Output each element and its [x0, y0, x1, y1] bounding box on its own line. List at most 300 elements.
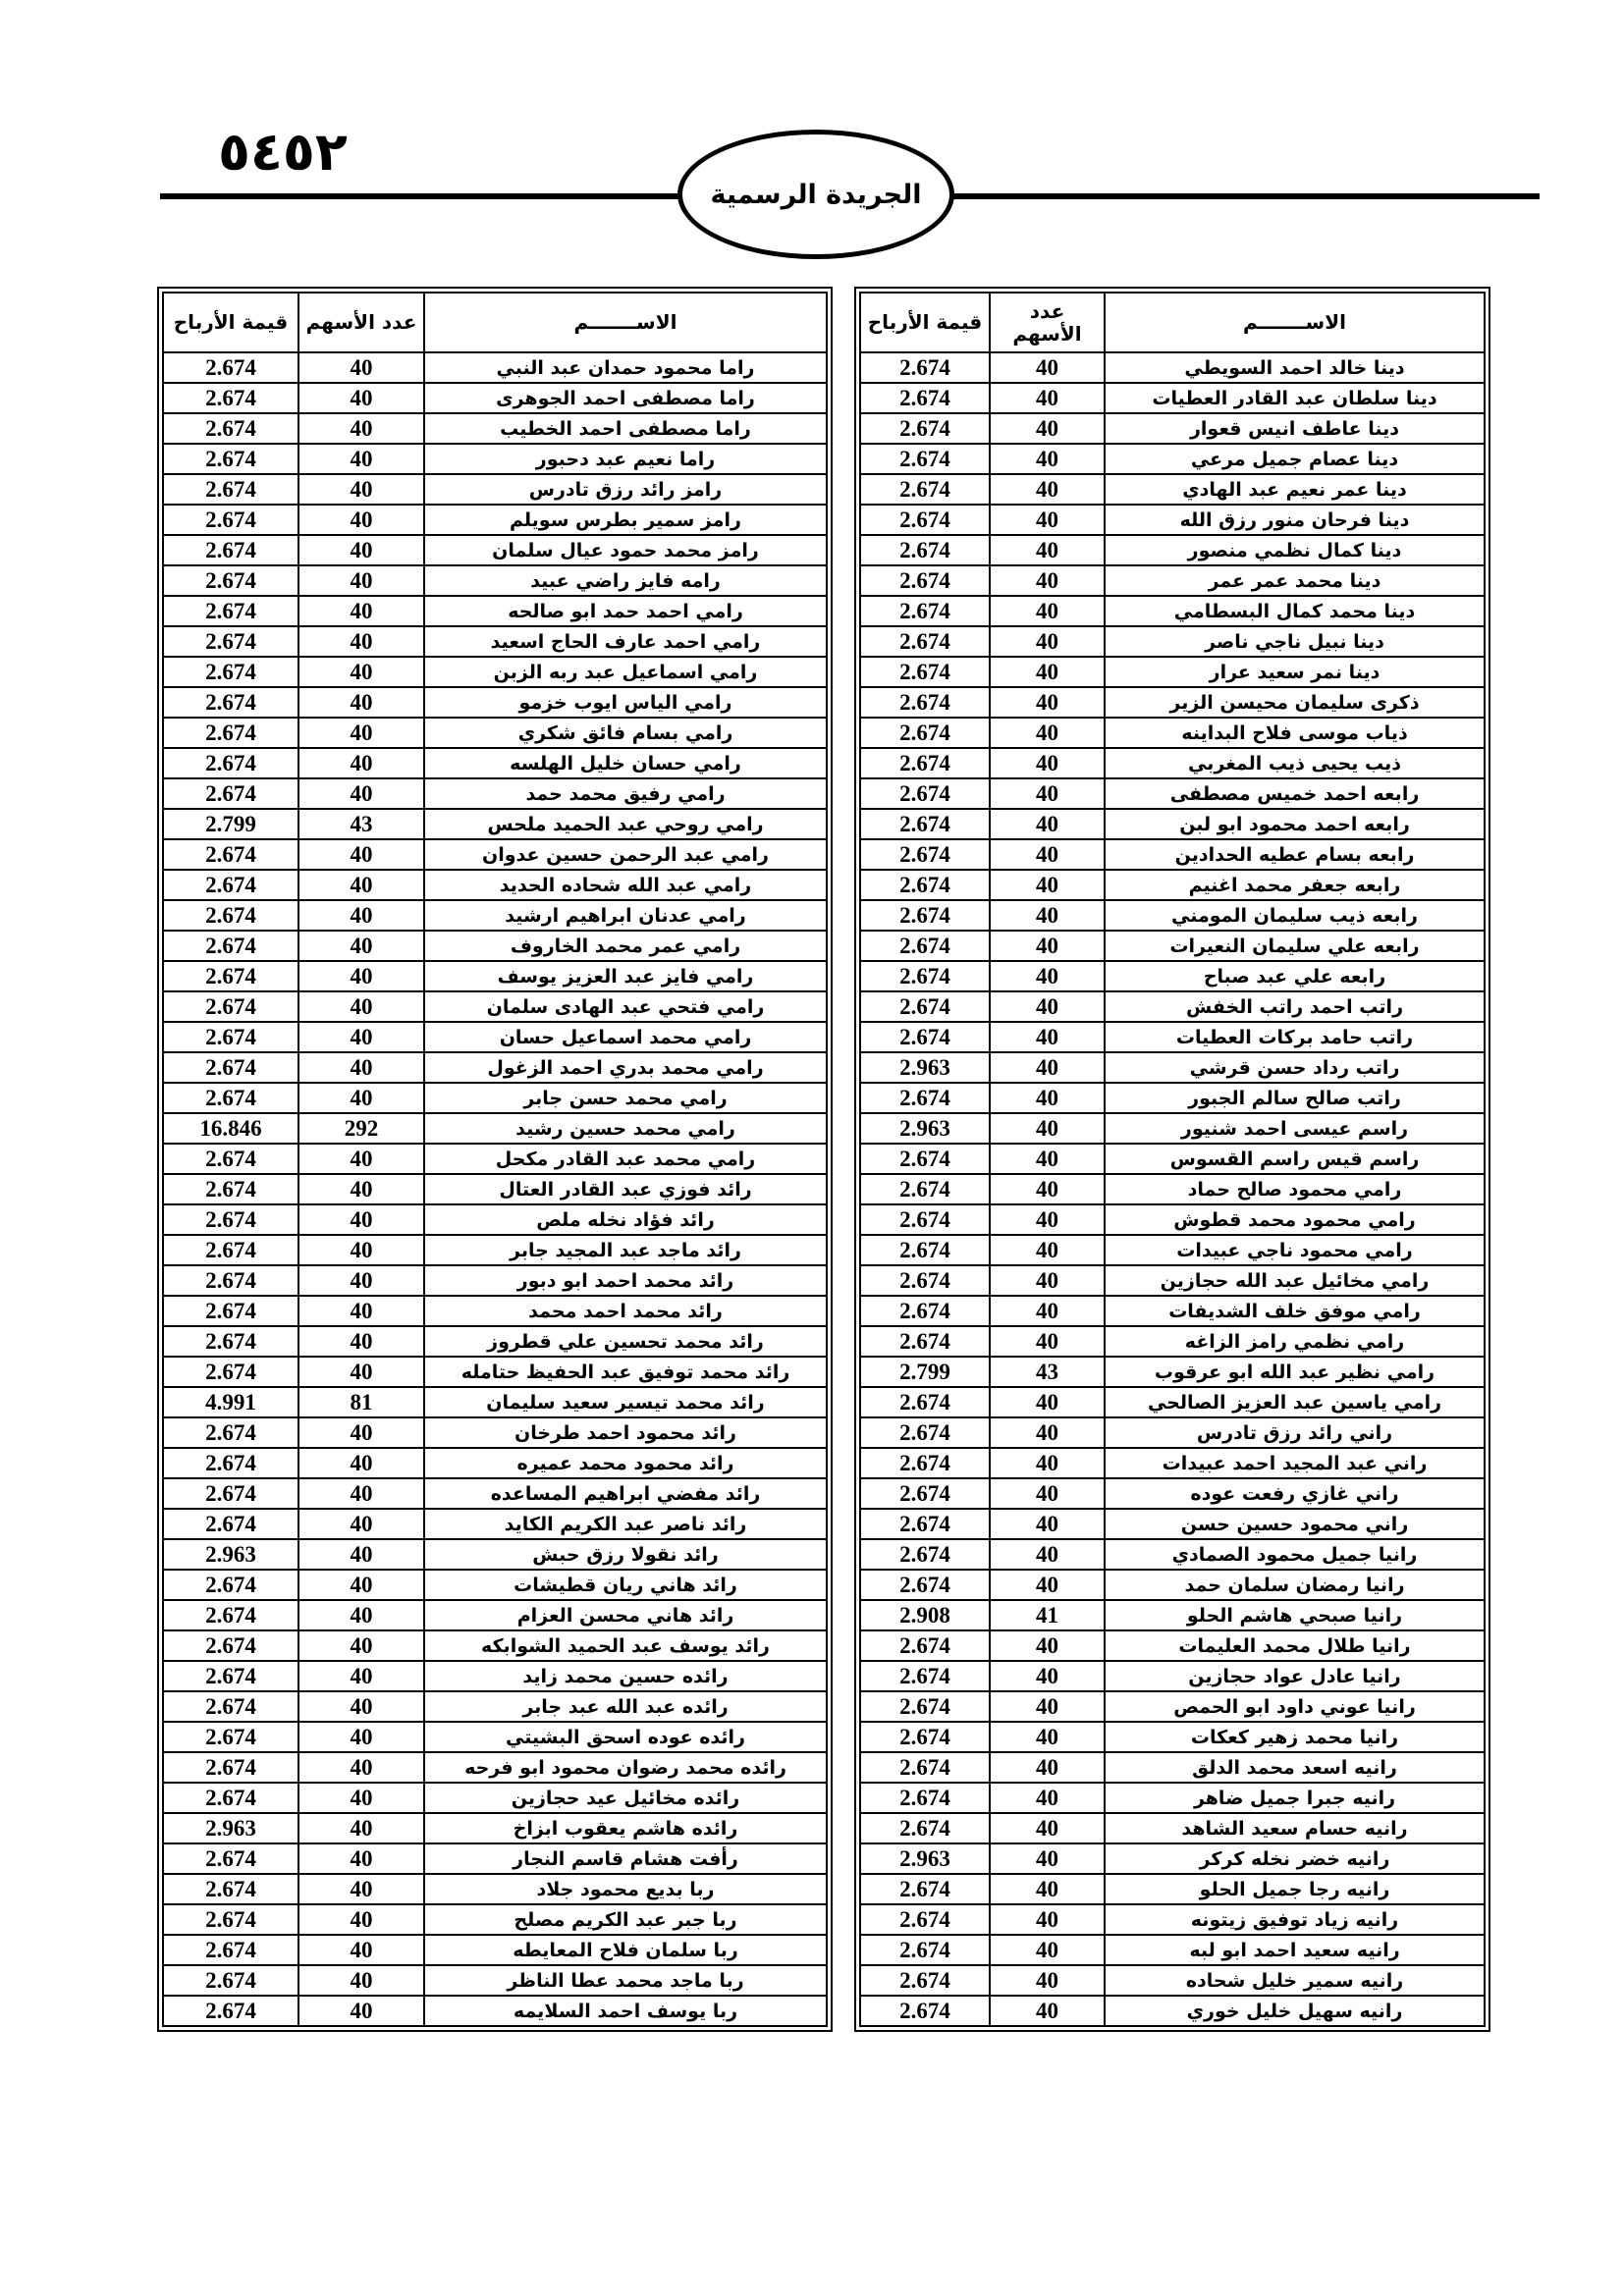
- table-row: [163, 870, 827, 900]
- shares-cell: 40: [990, 687, 1105, 718]
- table-row: [860, 352, 1485, 383]
- name-cell: رامي احمد عارف الحاج اسعيد: [424, 626, 827, 657]
- table-row: [163, 1357, 827, 1387]
- profit-cell: 2.674: [860, 809, 990, 839]
- shares-cell: 40: [298, 1965, 424, 1996]
- profit-cell: 2.963: [860, 1052, 990, 1083]
- table-row: [860, 1417, 1485, 1448]
- table-row: [860, 1265, 1485, 1296]
- table-row: [860, 1965, 1485, 1996]
- table-row: [163, 444, 827, 474]
- profit-cell: 2.674: [860, 383, 990, 413]
- table-row: [163, 1691, 827, 1722]
- shares-cell: 40: [298, 1448, 424, 1478]
- table-row: [860, 748, 1485, 778]
- column-header-name: الاســـــــم: [1105, 293, 1485, 352]
- shares-cell: 40: [298, 1570, 424, 1600]
- table-row: [860, 1235, 1485, 1265]
- profit-cell: 2.674: [163, 900, 298, 931]
- profit-cell: 2.674: [860, 596, 990, 626]
- name-cell: رانيا صبحي هاشم الحلو: [1105, 1600, 1485, 1630]
- name-cell: راتب رداد حسن قرشي: [1105, 1052, 1485, 1083]
- shares-cell: 40: [990, 565, 1105, 596]
- name-cell: رامي محمود صالح حماد: [1105, 1174, 1485, 1204]
- name-cell: رامي محمود محمد قطوش: [1105, 1204, 1485, 1235]
- table-row: [163, 1448, 827, 1478]
- table-row: [860, 687, 1485, 718]
- shares-cell: 40: [298, 1265, 424, 1296]
- table-row: [163, 900, 827, 931]
- name-cell: رائد محمد احمد ابو دبور: [424, 1265, 827, 1296]
- table-row: [163, 1965, 827, 1996]
- shares-cell: 40: [298, 596, 424, 626]
- name-cell: رابعه بسام عطيه الحدادين: [1105, 839, 1485, 870]
- profit-cell: 2.674: [163, 383, 298, 413]
- table-row: [163, 1783, 827, 1813]
- name-cell: رائد محمد احمد محمد: [424, 1296, 827, 1326]
- shares-cell: 40: [298, 1022, 424, 1052]
- shares-cell: 40: [990, 1144, 1105, 1174]
- shares-cell: 40: [990, 1965, 1105, 1996]
- name-cell: رائد محمد تحسين علي قطروز: [424, 1326, 827, 1357]
- name-cell: رائد نقولا رزق حبش: [424, 1539, 827, 1570]
- name-cell: ربا سلمان فلاح المعايطه: [424, 1935, 827, 1965]
- shares-cell: 40: [990, 535, 1105, 565]
- name-cell: رامي عدنان ابراهيم ارشيد: [424, 900, 827, 931]
- name-cell: رانيه اسعد محمد الدلق: [1105, 1752, 1485, 1783]
- shares-cell: 40: [990, 596, 1105, 626]
- table-row: [163, 778, 827, 809]
- name-cell: رائد يوسف عبد الحميد الشوابكه: [424, 1630, 827, 1661]
- profit-cell: 2.674: [860, 1022, 990, 1052]
- name-cell: رابعه احمد خميس مصطفى: [1105, 778, 1485, 809]
- profit-cell: 2.674: [163, 778, 298, 809]
- profit-cell: 2.674: [163, 1843, 298, 1874]
- shares-cell: 40: [990, 1813, 1105, 1843]
- table-row: [163, 1661, 827, 1691]
- profit-cell: 2.674: [860, 1265, 990, 1296]
- name-cell: رانيا طلال محمد العليمات: [1105, 1630, 1485, 1661]
- shares-cell: 40: [990, 809, 1105, 839]
- name-cell: دينا سلطان عبد القادر العطيات: [1105, 383, 1485, 413]
- table-row: [860, 1083, 1485, 1113]
- table-row: [860, 626, 1485, 657]
- shares-cell: 40: [990, 870, 1105, 900]
- shares-cell: 40: [990, 778, 1105, 809]
- profit-cell: 2.674: [163, 352, 298, 383]
- table-row: [163, 931, 827, 961]
- shares-cell: 40: [298, 870, 424, 900]
- profit-cell: 2.674: [163, 535, 298, 565]
- name-cell: رامي محمد بدري احمد الزغول: [424, 1052, 827, 1083]
- name-cell: رامي مخائيل عبد الله حجازين: [1105, 1265, 1485, 1296]
- table-row: [163, 1265, 827, 1296]
- profit-cell: 2.674: [163, 1478, 298, 1509]
- table-row: [860, 991, 1485, 1022]
- shares-cell: 292: [298, 1113, 424, 1144]
- profit-cell: 2.674: [163, 657, 298, 687]
- name-cell: رامي محمد اسماعيل حسان: [424, 1022, 827, 1052]
- table-row: [860, 1357, 1485, 1387]
- shares-cell: 40: [298, 1174, 424, 1204]
- profit-cell: 2.674: [163, 839, 298, 870]
- shares-cell: 40: [990, 1661, 1105, 1691]
- table-row: [163, 1996, 827, 2026]
- shares-cell: 40: [990, 413, 1105, 444]
- profit-cell: 2.674: [860, 931, 990, 961]
- table-row: [860, 961, 1485, 991]
- name-cell: رائده مخائيل عيد حجازين: [424, 1783, 827, 1813]
- shares-cell: 81: [298, 1387, 424, 1417]
- name-cell: رانيه سعيد احمد ابو لبه: [1105, 1935, 1485, 1965]
- profit-cell: 2.674: [860, 1083, 990, 1113]
- table-row: [860, 1539, 1485, 1570]
- table-row: [860, 505, 1485, 535]
- shares-cell: 40: [298, 1478, 424, 1509]
- name-cell: راتب حامد بركات العطيات: [1105, 1022, 1485, 1052]
- profit-cell: 2.674: [860, 1174, 990, 1204]
- name-cell: رامي فتحي عبد الهادى سلمان: [424, 991, 827, 1022]
- name-cell: رائد محمود احمد طرخان: [424, 1417, 827, 1448]
- table-row: [163, 718, 827, 748]
- name-cell: رامز سمير بطرس سويلم: [424, 505, 827, 535]
- name-cell: رانيه زياد توفيق زيتونه: [1105, 1904, 1485, 1935]
- profit-cell: 2.674: [860, 961, 990, 991]
- table-row: [860, 1783, 1485, 1813]
- name-cell: رامي نظير عبد الله ابو عرقوب: [1105, 1357, 1485, 1387]
- profit-cell: 16.846: [163, 1113, 298, 1144]
- shares-cell: 40: [298, 626, 424, 657]
- profit-cell: 2.674: [860, 1387, 990, 1417]
- profit-cell: 2.674: [860, 1204, 990, 1235]
- name-cell: رامي محمود ناجي عبيدات: [1105, 1235, 1485, 1265]
- shares-cell: 40: [298, 1326, 424, 1357]
- profit-cell: 2.799: [860, 1357, 990, 1387]
- profit-cell: 2.674: [860, 1996, 990, 2026]
- shares-cell: 40: [298, 474, 424, 505]
- name-cell: راني عبد المجيد احمد عبيدات: [1105, 1448, 1485, 1478]
- profit-cell: 2.674: [860, 626, 990, 657]
- shares-cell: 40: [298, 1417, 424, 1448]
- profit-cell: 2.963: [860, 1113, 990, 1144]
- shares-cell: 40: [298, 1600, 424, 1630]
- profit-cell: 2.674: [860, 1661, 990, 1691]
- shares-cell: 40: [298, 1083, 424, 1113]
- name-cell: رانيا عوني داود ابو الحمص: [1105, 1691, 1485, 1722]
- dividends-table-left: [162, 292, 826, 2027]
- table-row: [860, 1630, 1485, 1661]
- profit-cell: 4.991: [163, 1387, 298, 1417]
- name-cell: رانيا رمضان سلمان حمد: [1105, 1570, 1485, 1600]
- name-cell: راسم عيسى احمد شنيور: [1105, 1113, 1485, 1144]
- table-row: [163, 535, 827, 565]
- table-row: [163, 1813, 827, 1843]
- profit-cell: 2.674: [860, 413, 990, 444]
- profit-cell: 2.674: [860, 1935, 990, 1965]
- shares-cell: 40: [298, 1661, 424, 1691]
- shares-cell: 40: [298, 1752, 424, 1783]
- shares-cell: 40: [298, 1052, 424, 1083]
- shares-cell: 40: [990, 1235, 1105, 1265]
- profit-cell: 2.674: [163, 505, 298, 535]
- table-row: [860, 1174, 1485, 1204]
- profit-cell: 2.674: [860, 1691, 990, 1722]
- name-cell: رأفت هشام قاسم النجار: [424, 1843, 827, 1874]
- table-row: [163, 961, 827, 991]
- name-cell: رانيه سمير خليل شحاده: [1105, 1965, 1485, 1996]
- table-row: [163, 809, 827, 839]
- dividends-table-right: [859, 292, 1484, 2027]
- shares-cell: 40: [298, 1204, 424, 1235]
- header-oval: [677, 130, 954, 259]
- name-cell: رامي موفق خلف الشديفات: [1105, 1296, 1485, 1326]
- table-row: [163, 657, 827, 687]
- name-cell: رامي محمد عبد القادر مكحل: [424, 1144, 827, 1174]
- name-cell: رامي اسماعيل عبد ربه الزبن: [424, 657, 827, 687]
- table-row: [860, 900, 1485, 931]
- name-cell: راني محمود حسين حسن: [1105, 1509, 1485, 1539]
- name-cell: رامي فايز عبد العزيز يوسف: [424, 961, 827, 991]
- table-row: [163, 1144, 827, 1174]
- name-cell: رائد هاني محسن العزام: [424, 1600, 827, 1630]
- shares-cell: 40: [990, 352, 1105, 383]
- shares-cell: 40: [990, 931, 1105, 961]
- shares-cell: 40: [298, 748, 424, 778]
- profit-cell: 2.674: [860, 1296, 990, 1326]
- table-row: [860, 474, 1485, 505]
- shares-cell: 40: [298, 1539, 424, 1570]
- table-row: [860, 1144, 1485, 1174]
- shares-cell: 40: [990, 1691, 1105, 1722]
- name-cell: رانيه جبرا جميل ضاهر: [1105, 1783, 1485, 1813]
- table-row: [163, 1478, 827, 1509]
- profit-cell: 2.674: [163, 1661, 298, 1691]
- shares-cell: 40: [298, 565, 424, 596]
- shares-cell: 40: [298, 1813, 424, 1843]
- table-row: [163, 1326, 827, 1357]
- name-cell: رامي نظمي رامز الزاغه: [1105, 1326, 1485, 1357]
- table-row: [163, 474, 827, 505]
- shares-cell: 40: [990, 505, 1105, 535]
- table-row: [163, 1843, 827, 1874]
- name-cell: رابعه احمد محمود ابو لبن: [1105, 809, 1485, 839]
- table-row: [860, 1204, 1485, 1235]
- table-row: [860, 444, 1485, 474]
- table-row: [860, 1691, 1485, 1722]
- name-cell: دينا نمر سعيد عرار: [1105, 657, 1485, 687]
- shares-cell: 43: [298, 809, 424, 839]
- profit-cell: 2.674: [163, 1965, 298, 1996]
- profit-cell: 2.674: [163, 1874, 298, 1904]
- shares-cell: 40: [990, 1417, 1105, 1448]
- profit-cell: 2.674: [163, 718, 298, 748]
- table-row: [163, 1174, 827, 1204]
- shares-cell: 40: [298, 1843, 424, 1874]
- profit-cell: 2.674: [860, 1813, 990, 1843]
- shares-cell: 40: [298, 1874, 424, 1904]
- profit-cell: 2.674: [163, 748, 298, 778]
- profit-cell: 2.674: [860, 657, 990, 687]
- profit-cell: 2.674: [163, 444, 298, 474]
- name-cell: رائد ماجد عبد المجيد جابر: [424, 1235, 827, 1265]
- table-row: [860, 1722, 1485, 1752]
- name-cell: دينا محمد كمال البسطامي: [1105, 596, 1485, 626]
- table-row: [163, 1722, 827, 1752]
- shares-cell: 43: [990, 1357, 1105, 1387]
- table-row: [860, 1813, 1485, 1843]
- shares-cell: 40: [990, 991, 1105, 1022]
- profit-cell: 2.963: [163, 1813, 298, 1843]
- name-cell: دينا عصام جميل مرعي: [1105, 444, 1485, 474]
- shares-cell: 40: [298, 718, 424, 748]
- profit-cell: 2.674: [163, 626, 298, 657]
- table-row: [163, 1387, 827, 1417]
- name-cell: رائد محمد تيسير سعيد سليمان: [424, 1387, 827, 1417]
- profit-cell: 2.674: [163, 1630, 298, 1661]
- name-cell: رائد محمد توفيق عبد الحفيظ حتامله: [424, 1357, 827, 1387]
- shares-cell: 40: [298, 1296, 424, 1326]
- shares-cell: 40: [298, 687, 424, 718]
- table-row: [860, 1904, 1485, 1935]
- name-cell: رامي عبد الرحمن حسين عدوان: [424, 839, 827, 870]
- name-cell: دينا عمر نعيم عبد الهادي: [1105, 474, 1485, 505]
- shares-cell: 40: [298, 1904, 424, 1935]
- name-cell: رائد هاني ريان قطيشات: [424, 1570, 827, 1600]
- table-row: [163, 565, 827, 596]
- profit-cell: 2.674: [860, 444, 990, 474]
- table-row: [163, 839, 827, 870]
- shares-cell: 40: [990, 444, 1105, 474]
- name-cell: رائده هاشم يعقوب ابزاخ: [424, 1813, 827, 1843]
- name-cell: رائد مفضي ابراهيم المساعده: [424, 1478, 827, 1509]
- column-header-profit: قيمة الأرباح: [163, 293, 298, 352]
- name-cell: دينا كمال نظمي منصور: [1105, 535, 1485, 565]
- table-row: [860, 1600, 1485, 1630]
- shares-cell: 40: [990, 1052, 1105, 1083]
- table-row: [163, 1204, 827, 1235]
- name-cell: رامي احمد حمد ابو صالحه: [424, 596, 827, 626]
- table-row: [163, 505, 827, 535]
- table-row: [163, 413, 827, 444]
- table-row: [163, 596, 827, 626]
- profit-cell: 2.799: [163, 809, 298, 839]
- name-cell: رائد محمود محمد عميره: [424, 1448, 827, 1478]
- name-cell: راسم قيس راسم القسوس: [1105, 1144, 1485, 1174]
- profit-cell: 2.674: [163, 870, 298, 900]
- profit-cell: 2.674: [860, 1326, 990, 1357]
- table-row: [860, 1570, 1485, 1600]
- profit-cell: 2.674: [163, 1022, 298, 1052]
- profit-cell: 2.674: [163, 961, 298, 991]
- shares-cell: 40: [990, 1904, 1105, 1935]
- profit-cell: 2.674: [163, 1417, 298, 1448]
- shares-cell: 40: [990, 1935, 1105, 1965]
- table-row: [163, 1570, 827, 1600]
- name-cell: راما نعيم عبد دحبور: [424, 444, 827, 474]
- table-row: [163, 1113, 827, 1144]
- table-row: [860, 1022, 1485, 1052]
- name-cell: راما محمود حمدان عبد النبي: [424, 352, 827, 383]
- shares-cell: 40: [298, 1691, 424, 1722]
- shares-cell: 40: [298, 900, 424, 931]
- table-row: [860, 1874, 1485, 1904]
- name-cell: رابعه علي سليمان النعيرات: [1105, 931, 1485, 961]
- shares-cell: 40: [990, 626, 1105, 657]
- name-cell: راما مصطفى احمد الجوهرى: [424, 383, 827, 413]
- profit-cell: 2.674: [163, 931, 298, 961]
- name-cell: دينا عاطف انيس قعوار: [1105, 413, 1485, 444]
- shares-cell: 40: [990, 748, 1105, 778]
- profit-cell: 2.674: [163, 1509, 298, 1539]
- table-row: [860, 1113, 1485, 1144]
- shares-cell: 40: [990, 1326, 1105, 1357]
- profit-cell: 2.674: [163, 1996, 298, 2026]
- table-row: [163, 1630, 827, 1661]
- profit-cell: 2.674: [163, 1265, 298, 1296]
- shares-cell: 40: [298, 505, 424, 535]
- shares-cell: 40: [298, 1509, 424, 1539]
- shares-cell: 40: [990, 383, 1105, 413]
- profit-cell: 2.674: [163, 1235, 298, 1265]
- shares-cell: 40: [298, 961, 424, 991]
- profit-cell: 2.674: [163, 1296, 298, 1326]
- name-cell: رائده عوده اسحق البشيتي: [424, 1722, 827, 1752]
- profit-cell: 2.908: [860, 1600, 990, 1630]
- shares-cell: 40: [990, 1022, 1105, 1052]
- profit-cell: 2.674: [860, 1874, 990, 1904]
- shares-cell: 40: [990, 1722, 1105, 1752]
- shares-cell: 40: [298, 991, 424, 1022]
- name-cell: رائده عبد الله عبد جابر: [424, 1691, 827, 1722]
- name-cell: رانيه خضر نخله كركر: [1105, 1843, 1485, 1874]
- table-row: [860, 839, 1485, 870]
- profit-cell: 2.674: [860, 900, 990, 931]
- table-row: [860, 931, 1485, 961]
- shares-cell: 40: [990, 1083, 1105, 1113]
- table-row: [860, 1448, 1485, 1478]
- profit-cell: 2.674: [860, 1539, 990, 1570]
- profit-cell: 2.674: [860, 1448, 990, 1478]
- name-cell: ذكرى سليمان محيسن الزير: [1105, 687, 1485, 718]
- profit-cell: 2.674: [860, 565, 990, 596]
- column-header-shares: عدد الأسهم: [990, 293, 1105, 352]
- name-cell: رامي محمد حسن جابر: [424, 1083, 827, 1113]
- name-cell: راتب صالح سالم الجبور: [1105, 1083, 1485, 1113]
- profit-cell: 2.674: [860, 1965, 990, 1996]
- name-cell: راني غازي رفعت عوده: [1105, 1478, 1485, 1509]
- name-cell: رانيه حسام سعيد الشاهد: [1105, 1813, 1485, 1843]
- table-row: [163, 1083, 827, 1113]
- name-cell: رائده حسين محمد زايد: [424, 1661, 827, 1691]
- shares-cell: 40: [990, 1509, 1105, 1539]
- profit-cell: 2.674: [163, 1448, 298, 1478]
- profit-cell: 2.674: [163, 991, 298, 1022]
- name-cell: ربا جبر عبد الكريم مصلح: [424, 1904, 827, 1935]
- column-header-shares: عدد الأسهم: [298, 293, 424, 352]
- name-cell: ذياب موسى فلاح البداينه: [1105, 718, 1485, 748]
- table-row: [860, 1843, 1485, 1874]
- shares-cell: 40: [298, 1235, 424, 1265]
- profit-cell: 2.674: [163, 1326, 298, 1357]
- profit-cell: 2.674: [860, 778, 990, 809]
- table-row: [860, 565, 1485, 596]
- table-row: [163, 383, 827, 413]
- shares-cell: 40: [990, 718, 1105, 748]
- table-row: [163, 1874, 827, 1904]
- profit-cell: 2.674: [163, 1570, 298, 1600]
- table-row: [860, 1387, 1485, 1417]
- profit-cell: 2.963: [860, 1843, 990, 1874]
